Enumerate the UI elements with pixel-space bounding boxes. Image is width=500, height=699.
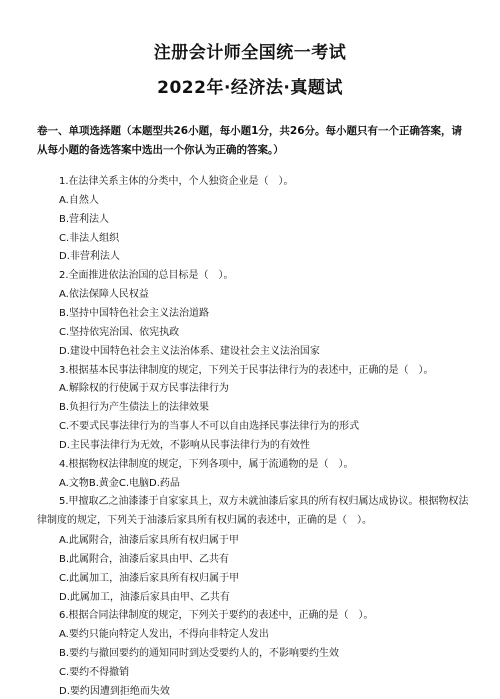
option-6c: C.要约不得撤销 bbox=[59, 667, 130, 678]
option-6b: B.要约与撤回要约的通知同时到达受要约人的，不影响要约生效 bbox=[59, 648, 340, 659]
option-2a: A.依法保障人民权益 bbox=[59, 289, 149, 300]
section-heading: 卷一、单项选择题（本题型共26小题，每小题1分，共26分。每小题只有一个正确答案，请从每小题的备选答案中选出一个你认为正确的答案。） bbox=[37, 125, 463, 156]
question-4: 4.根据物权法律制度的规定，下列各项中，属于流通物的是（ ）。 bbox=[59, 459, 354, 470]
option-5d: D.此属加工，油漆后家具由甲、乙共有 bbox=[59, 592, 230, 603]
option-1d: D.非营利法人 bbox=[59, 251, 120, 262]
option-2b: B.坚持中国特色社会主义法治道路 bbox=[59, 308, 210, 319]
option-2c: C.坚持依宪治国、依宪执政 bbox=[59, 327, 180, 338]
option-3a: A.解除权的行使属于双方民事法律行为 bbox=[59, 383, 229, 394]
question-5: 5.甲擅取乙之油漆漆于自家家具上，双方未就油漆后家具的所有权归属达成协议。根据物权法律制度的规定，下列关于油漆后家具所有权归属的表述中，正确的是（ ）。 bbox=[37, 496, 469, 526]
document-subtitle: 2022年·经济法·真题试 bbox=[157, 78, 343, 98]
option-5b: B.此属附合，油漆后家具由甲、乙共有 bbox=[59, 554, 230, 565]
question-1: 1.在法律关系主体的分类中，个人独资企业是（ ）。 bbox=[59, 176, 294, 187]
option-6d: D.要约因遭到拒绝而失效 bbox=[59, 686, 170, 697]
option-5a: A.此属附合，油漆后家具所有权归属于甲 bbox=[59, 535, 239, 546]
option-5c: C.此属加工，油漆后家具所有权归属于甲 bbox=[59, 573, 240, 584]
option-3d: D.主民事法律行为无效，不影响从民事法律行为的有效性 bbox=[59, 440, 310, 451]
question-6: 6.根据合同法律制度的规定，下列关于要约的表述中，正确的是（ ）。 bbox=[59, 610, 374, 621]
option-3b: B.负担行为产生债法上的法律效果 bbox=[59, 402, 210, 413]
option-6a: A.要约只能向特定人发出，不得向非特定人发出 bbox=[59, 629, 269, 640]
options-4: A.文物B.黄金C.电脑D.药品 bbox=[59, 478, 180, 489]
option-1a: A.自然人 bbox=[59, 195, 99, 206]
question-3: 3.根据基本民事法律制度的规定，下列关于民事法律行为的表述中，正确的是（ ）。 bbox=[59, 365, 434, 376]
document-title: 注册会计师全国统一考试 bbox=[153, 43, 347, 63]
option-1b: B.营利法人 bbox=[59, 214, 110, 225]
option-3c: C.不要式民事法律行为的当事人不可以自由选择民事法律行为的形式 bbox=[59, 421, 360, 432]
option-1c: C.非法人组织 bbox=[59, 233, 120, 244]
option-2d: D.建设中国特色社会主义法治体系、建设社会主义法治国家 bbox=[59, 346, 320, 357]
question-2: 2.全面推进依法治国的总目标是（ ）。 bbox=[59, 270, 234, 281]
